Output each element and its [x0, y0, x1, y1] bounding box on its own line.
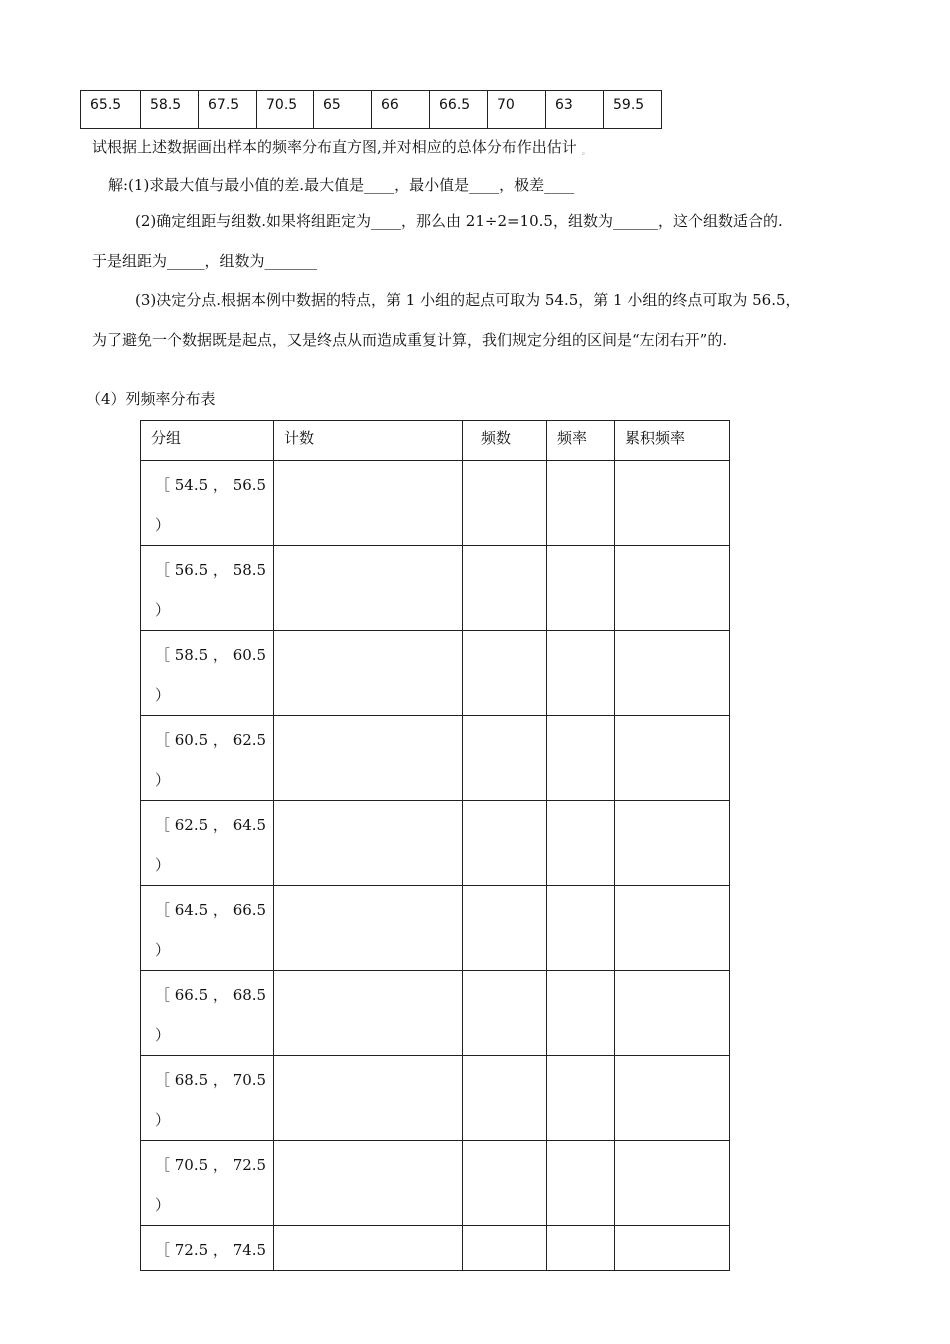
interval-close-label: ） [155, 516, 171, 534]
relative-frequency-cell [547, 886, 615, 971]
frequency-cell [463, 1056, 547, 1141]
interval-close-label: ） [155, 601, 171, 619]
interval-close-label: ） [155, 856, 171, 874]
count-cell [274, 461, 463, 546]
frequency-cell [463, 461, 547, 546]
relative-frequency-cell [547, 971, 615, 1056]
data-value-cell: 58.5 [141, 91, 199, 129]
relative-frequency-cell [547, 461, 615, 546]
interval-label: ［ 66.5 ， 68.5 [155, 986, 267, 1004]
data-value-cell: 63 [546, 91, 604, 129]
interval-label: ［ 54.5 ， 56.5 [155, 476, 267, 494]
interval-close-label: ） [155, 1111, 171, 1129]
table-header-row [141, 421, 730, 461]
frequency-cell [463, 631, 547, 716]
interval-cell [141, 886, 274, 971]
table-body [141, 461, 730, 1271]
interval-label: ［ 62.5 ， 64.5 [155, 816, 267, 834]
frequency-cell [463, 886, 547, 971]
interval-close-label: ） [155, 1196, 171, 1214]
count-cell [274, 886, 463, 971]
frequency-cell [463, 1141, 547, 1226]
interval-label: ［ 58.5 ， 60.5 [155, 646, 267, 664]
count-cell [274, 716, 463, 801]
cumulative-frequency-cell [615, 1141, 730, 1226]
header-frequency: 频数 [463, 421, 547, 461]
cumulative-frequency-cell [615, 1056, 730, 1141]
cumulative-frequency-cell [615, 546, 730, 631]
frequency-cell [463, 546, 547, 631]
table-row [141, 631, 730, 716]
interval-close-label: ） [155, 686, 171, 704]
cumulative-frequency-cell [615, 1226, 730, 1271]
table-row [141, 801, 730, 886]
data-values-row [81, 91, 662, 129]
table-row [141, 546, 730, 631]
cumulative-frequency-cell [615, 461, 730, 546]
data-value-cell: 70.5 [257, 91, 314, 129]
relative-frequency-cell [547, 1226, 615, 1271]
table-title: （4）列频率分布表 [86, 390, 216, 408]
interval-close-label: ） [155, 941, 171, 959]
interval-label: ［ 72.5 ， 74.5 [155, 1241, 267, 1259]
relative-frequency-cell [547, 1141, 615, 1226]
step-2-text: (2)确定组距与组数.如果将组距定为____，那么由 21÷2=10.5，组数为______，这个组数适合的. [135, 212, 783, 230]
relative-frequency-cell [547, 546, 615, 631]
frequency-distribution-table [140, 420, 730, 1271]
count-cell [274, 1141, 463, 1226]
relative-frequency-cell [547, 1056, 615, 1141]
cumulative-frequency-cell [615, 631, 730, 716]
interval-label: ［ 68.5 ， 70.5 [155, 1071, 267, 1089]
instruction-text-body: 试根据上述数据画出样本的频率分布直方图,并对相应的总体分布作出估计 [92, 138, 577, 156]
interval-close-label: ） [155, 1026, 171, 1044]
count-cell [274, 971, 463, 1056]
data-values-table [80, 90, 662, 129]
count-cell [274, 1226, 463, 1271]
step-2-continued-text: 于是组距为_____，组数为_______ [92, 252, 318, 270]
table-row [141, 461, 730, 546]
data-value-cell: 70 [488, 91, 546, 129]
table-row [141, 1056, 730, 1141]
relative-frequency-cell [547, 631, 615, 716]
frequency-cell [463, 1226, 547, 1271]
count-cell [274, 801, 463, 886]
table-row [141, 886, 730, 971]
interval-cell [141, 546, 274, 631]
frequency-cell [463, 971, 547, 1056]
data-value-cell: 66.5 [430, 91, 488, 129]
instruction-mark: 。 [581, 147, 591, 157]
data-value-cell: 66 [372, 91, 430, 129]
cumulative-frequency-cell [615, 886, 730, 971]
relative-frequency-cell [547, 716, 615, 801]
interval-cell [141, 716, 274, 801]
header-relative-frequency: 频率 [547, 421, 615, 461]
data-value-cell: 65 [314, 91, 372, 129]
header-cumulative-frequency: 累积频率 [615, 421, 730, 461]
count-cell [274, 546, 463, 631]
frequency-cell [463, 801, 547, 886]
frequency-cell [463, 716, 547, 801]
interval-label: ［ 64.5 ， 66.5 [155, 901, 267, 919]
interval-cell [141, 971, 274, 1056]
interval-cell [141, 801, 274, 886]
interval-cell [141, 1056, 274, 1141]
step-1-text: 解:(1)求最大值与最小值的差.最大值是____，最小值是____，极差____ [108, 176, 575, 194]
header-count: 计数 [274, 421, 463, 461]
data-value-cell: 65.5 [81, 91, 141, 129]
step-3-text: (3)决定分点.根据本例中数据的特点，第 1 小组的起点可取为 54.5，第 1 小组的终点可取为 56.5， [135, 291, 801, 309]
interval-label: ［ 60.5 ， 62.5 [155, 731, 267, 749]
instruction-text [92, 136, 591, 157]
table-row [141, 971, 730, 1056]
cumulative-frequency-cell [615, 801, 730, 886]
interval-cell [141, 631, 274, 716]
interval-close-label: ） [155, 771, 171, 789]
table-row [141, 716, 730, 801]
cumulative-frequency-cell [615, 971, 730, 1056]
interval-cell [141, 1226, 274, 1271]
interval-cell [141, 1141, 274, 1226]
header-group: 分组 [141, 421, 274, 461]
step-3-continued-text: 为了避免一个数据既是起点，又是终点从而造成重复计算，我们规定分组的区间是“左闭右开”的. [92, 331, 728, 349]
count-cell [274, 1056, 463, 1141]
table-row [141, 1141, 730, 1226]
table-row [141, 1226, 730, 1271]
interval-cell [141, 461, 274, 546]
data-value-cell: 67.5 [199, 91, 257, 129]
count-cell [274, 631, 463, 716]
cumulative-frequency-cell [615, 716, 730, 801]
interval-label: ［ 70.5 ， 72.5 [155, 1156, 267, 1174]
data-value-cell: 59.5 [604, 91, 662, 129]
relative-frequency-cell [547, 801, 615, 886]
interval-label: ［ 56.5 ， 58.5 [155, 561, 267, 579]
